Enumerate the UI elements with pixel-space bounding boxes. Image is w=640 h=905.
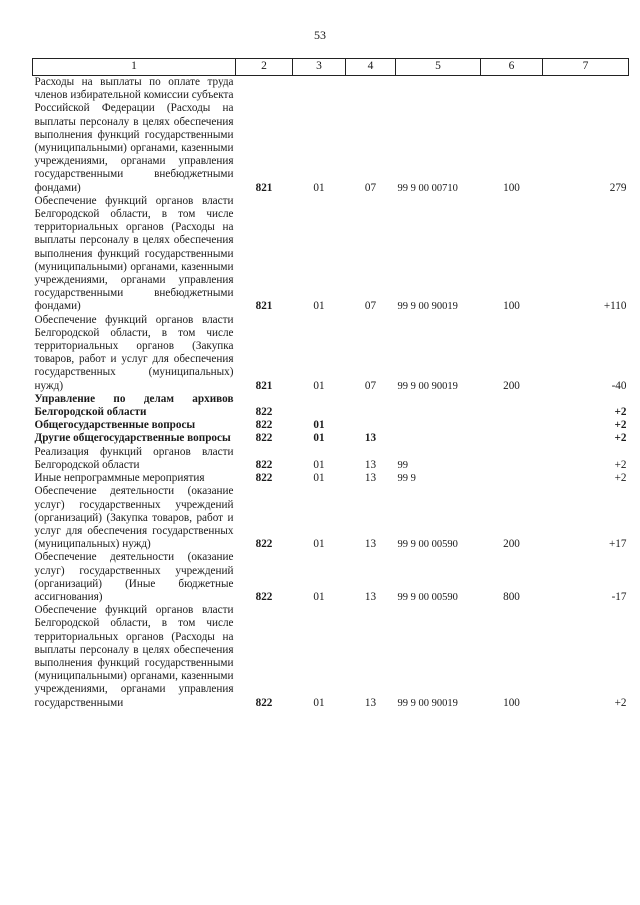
column-header: 3	[293, 59, 346, 76]
column-header: 1	[33, 59, 236, 76]
table-row	[33, 472, 629, 485]
gr-code: 822	[255, 472, 273, 485]
row-description: Обеспечение функций органов власти Белгородской области, в том числе территориальных органов (Расходы на выплаты персоналу в целях обеспечения выполнения функций государственными (муниципальными) органами, казенными учреждениями, органами управления государственными	[34, 604, 234, 709]
table-row	[33, 604, 629, 710]
expense-type: 100	[503, 300, 520, 313]
expense-type: 100	[503, 181, 520, 194]
section-code: 01	[313, 538, 325, 551]
table-body	[33, 76, 629, 710]
amount: +110	[603, 300, 627, 313]
gr-code: 822	[255, 590, 273, 603]
amount: -17	[611, 590, 627, 603]
table-row	[33, 485, 629, 551]
target-article: 99 9 00 00590	[397, 591, 458, 603]
gr-code: 821	[255, 379, 273, 392]
gr-code: 822	[255, 432, 273, 445]
budget-table	[32, 58, 629, 710]
subsection-code: 13	[364, 458, 377, 471]
section-code: 01	[313, 432, 325, 445]
gr-code: 822	[255, 419, 273, 432]
row-description: Обеспечение деятельности (оказание услуг) государственных учреждений (организаций) (Закупка товаров, работ и услуг для обеспечения государственных (муниципальных) нужд)	[34, 485, 234, 551]
gr-code: 822	[255, 696, 273, 709]
row-description: Обеспечение функций органов власти Белгородской области, в том числе территориальных органов (Расходы на выплаты персоналу в целях обеспечения выполнения функций государственными (муниципальными) органами, казенными учреждениями, органами управления государственными внебюджетными фондами)	[34, 194, 234, 313]
table-row	[33, 76, 629, 195]
table-row	[33, 419, 629, 432]
subsection-code: 13	[364, 696, 377, 709]
target-article: 99 9	[397, 473, 416, 485]
section-code: 01	[313, 472, 325, 485]
target-article	[396, 432, 481, 445]
gr-code: 821	[255, 181, 273, 194]
row-description: Иные непрограммные мероприятия	[34, 472, 205, 485]
target-article: 99 9 00 00590	[397, 539, 458, 551]
section-code: 01	[313, 590, 325, 603]
section-code: 01	[313, 458, 325, 471]
expense-type: 100	[503, 696, 520, 709]
subsection-code: 13	[364, 590, 377, 603]
column-header: 7	[543, 59, 629, 76]
target-article	[396, 419, 481, 432]
expense-type: 800	[503, 590, 520, 603]
amount: -40	[611, 379, 627, 392]
target-article: 99 9 00 90019	[397, 301, 458, 313]
page-number: 53	[314, 28, 326, 42]
target-article: 99 9 00 90019	[397, 697, 458, 709]
section-code: 01	[313, 419, 325, 432]
expense-type	[481, 419, 543, 432]
subsection-code	[346, 419, 396, 432]
section-code: 01	[313, 300, 325, 313]
gr-code: 822	[255, 458, 273, 471]
subsection-code: 13	[364, 432, 377, 445]
gr-code: 821	[255, 300, 273, 313]
amount: +2	[614, 432, 627, 445]
column-header: 2	[236, 59, 293, 76]
section-code: 01	[313, 696, 325, 709]
amount: +17	[609, 538, 627, 551]
amount: 279	[609, 181, 627, 194]
table-header-row	[33, 59, 629, 76]
gr-code: 822	[255, 406, 273, 419]
column-header: 4	[346, 59, 396, 76]
amount: +2	[614, 458, 627, 471]
amount: +2	[614, 472, 627, 485]
expense-type	[481, 446, 543, 472]
table-row	[33, 446, 629, 472]
row-description: Расходы на выплаты по оплате труда членов избирательной комиссии субъекта Российской Федерации (Расходы на выплаты персоналу в целях обеспечения выполнения функций государственными (муниципальными) органами, казенными учреждениями, органами управления государственными внебюджетными фондами)	[34, 76, 234, 194]
row-description: Управление по делам архивов Белгородской области	[34, 392, 234, 419]
target-article: 99	[397, 459, 408, 471]
table-row	[33, 195, 629, 314]
subsection-code: 13	[364, 472, 377, 485]
table-row	[33, 314, 629, 393]
expense-type	[481, 472, 543, 485]
row-description: Другие общегосударственные вопросы	[34, 432, 231, 445]
amount: +2	[614, 406, 627, 419]
section-code: 01	[313, 181, 325, 194]
section-code: 01	[313, 379, 325, 392]
section-code	[293, 393, 346, 419]
row-description: Реализация функций органов власти Белгородской области	[34, 445, 234, 471]
expense-type: 200	[503, 538, 520, 551]
amount: +2	[614, 696, 627, 709]
amount: +2	[614, 419, 627, 432]
table-row	[33, 393, 629, 419]
target-article: 99 9 00 00710	[397, 182, 458, 194]
target-article: 99 9 00 90019	[397, 380, 458, 392]
table-row	[33, 432, 629, 445]
subsection-code	[346, 393, 396, 419]
expense-type	[481, 432, 543, 445]
expense-type	[481, 393, 543, 419]
subsection-code: 07	[364, 379, 377, 392]
column-header: 6	[481, 59, 543, 76]
subsection-code: 07	[364, 300, 377, 313]
row-description: Обеспечение функций органов власти Белгородской области, в том числе территориальных органов (Закупка товаров, работ и услуг для обеспечения государственных (муниципальных) нужд)	[34, 313, 234, 392]
gr-code: 822	[255, 538, 273, 551]
target-article	[396, 393, 481, 419]
table-row	[33, 551, 629, 604]
subsection-code: 13	[364, 538, 377, 551]
expense-type: 200	[503, 379, 520, 392]
row-description: Общегосударственные вопросы	[34, 419, 196, 432]
subsection-code: 07	[364, 181, 377, 194]
row-description: Обеспечение деятельности (оказание услуг) государственных учреждений (организаций) (Иные бюджетные ассигнования)	[34, 551, 234, 603]
column-header: 5	[396, 59, 481, 76]
